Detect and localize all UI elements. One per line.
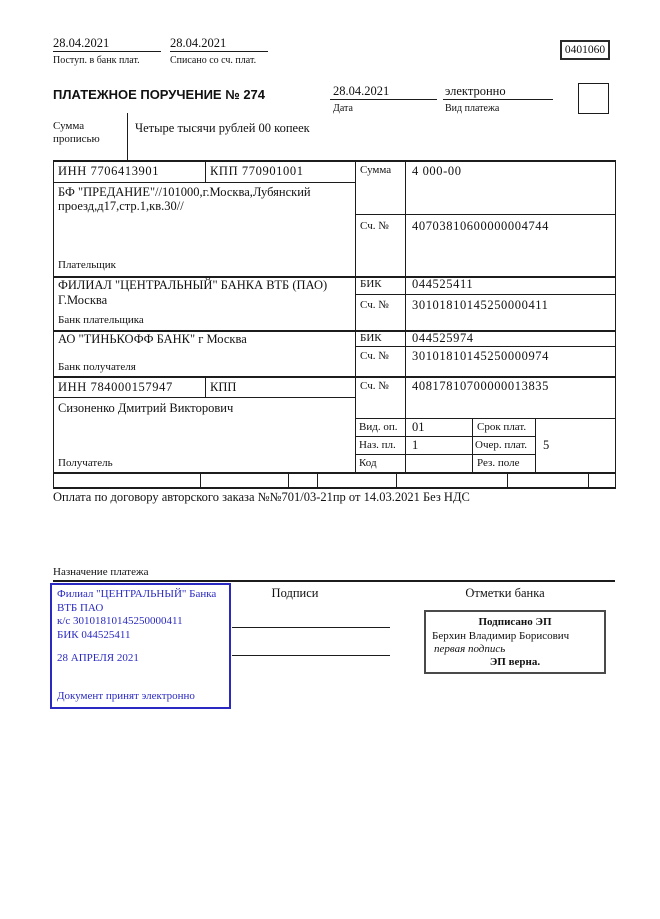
ep-signer-name: Берхин Владимир Борисович [432,630,570,642]
table-border [355,294,616,295]
table-border [205,160,206,182]
op-type-label: Вид. оп. [359,421,398,433]
payment-type-value: электронно [445,84,506,98]
divider-line [330,99,437,100]
reserve-field-label: Рез. поле [477,457,520,469]
payee-bank-label: Банк получателя [58,361,136,373]
payment-purpose-label: Назначение платежа [53,566,149,578]
table-border [355,160,356,472]
debited-from-account-date: 28.04.2021 [170,36,227,50]
priority-label: Очер. плат. [475,439,528,451]
payee-account: 40817810700000013835 [412,379,549,393]
ep-verdict: ЭП верна. [489,656,541,668]
table-border [472,418,473,472]
payer-label: Плательщик [58,259,116,271]
table-border [53,487,616,489]
purpose-code-label: Наз. пл. [359,439,396,451]
divider-line [127,113,128,160]
payee-label: Получатель [58,457,113,469]
table-border [53,397,355,398]
received-in-bank-label: Поступ. в банк плат. [53,55,140,66]
payee-bank-bik-label: БИК [360,332,382,344]
payer-bank-city: Г.Москва [58,293,108,307]
payee-kpp: КПП [210,380,237,394]
divider-line [443,99,553,100]
payer-bank-account-label: Сч. № [360,299,389,311]
bank-stamp-date: 28 АПРЕЛЯ 2021 [57,652,139,664]
payee-bank-name: АО "ТИНЬКОФФ БАНК" г Москва [58,332,247,346]
payer-bank-name: ФИЛИАЛ "ЦЕНТРАЛЬНЫЙ" БАНКА ВТБ (ПАО) [58,278,328,292]
page-title: ПЛАТЕЖНОЕ ПОРУЧЕНИЕ № 274 [53,87,266,102]
bank-stamp-footer: Документ принят электронно [57,689,195,702]
payee-name: Сизоненко Дмитрий Викторович [58,401,234,415]
signature-line-2 [232,655,390,656]
bank-marks-label: Отметки банка [465,586,545,600]
signature-line-1 [232,627,390,628]
table-border [288,474,289,487]
payee-account-label: Сч. № [360,380,389,392]
payment-type-label: Вид платежа [445,103,500,114]
ep-note: первая подпись [434,643,506,655]
form-code-box: 0401060 [560,40,610,60]
table-border [53,182,355,183]
due-date-label: Срок плат. [477,421,527,433]
table-border [317,474,318,487]
signatures-label: Подписи [271,586,319,600]
divider-line [53,580,615,582]
bank-stamp-line: ВТБ ПАО [57,601,104,614]
table-border [615,160,616,489]
payer-account: 40703810600000004744 [412,219,549,233]
table-border [53,160,616,162]
table-border [535,418,536,472]
payee-bank-bik: 044525974 [412,331,474,345]
amount-value: 4 000-00 [412,164,462,178]
received-in-bank-date: 28.04.2021 [53,36,110,50]
bank-stamp [50,583,231,709]
table-border [205,376,206,397]
document-date: 28.04.2021 [333,84,390,98]
op-type-value: 01 [412,420,425,434]
payee-bank-account-label: Сч. № [360,350,389,362]
table-border [355,418,616,419]
debited-from-account-label: Списано со сч. плат. [170,55,257,66]
payer-bank-bik: 044525411 [412,277,474,291]
payment-purpose-text: Оплата по договору авторского заказа №№701/03-21пр от 14.03.2021 Без НДС [53,490,470,504]
table-border [53,376,616,378]
table-border [507,474,508,487]
table-border [53,160,54,489]
payee-bank-account: 30101810145250000974 [412,349,549,363]
payer-kpp: КПП 770901001 [210,164,304,178]
payer-bank-label: Банк плательщика [58,314,144,326]
table-border [200,474,201,487]
divider-line [170,51,268,52]
priority-value: 5 [543,438,550,452]
electronic-signature-stamp [424,610,606,674]
payment-kind-box [578,83,609,114]
table-border [396,474,397,487]
payee-inn: ИНН 784000157947 [58,380,173,394]
amount-in-words-value: Четыре тысячи рублей 00 копеек [135,121,310,135]
table-border [405,160,406,472]
payer-name: БФ "ПРЕДАНИЕ"//101000,г.Москва,Лубянский проезд,д17,стр.1,кв.30// [58,185,311,213]
amount-in-words-label: Сумма прописью [53,120,100,145]
table-border [355,346,616,347]
purpose-code-value: 1 [412,438,419,452]
ep-title: Подписано ЭП [478,616,552,628]
table-border [53,472,616,474]
bank-stamp-line: к/с 30101810145250000411 [57,615,183,627]
code-label: Код [359,457,377,469]
divider-line [53,51,161,52]
table-border [588,474,589,487]
payer-bank-account: 30101810145250000411 [412,298,549,312]
date-label: Дата [333,103,353,114]
payer-account-label: Сч. № [360,220,389,232]
payer-inn: ИНН 7706413901 [58,164,160,178]
payer-bank-bik-label: БИК [360,278,382,290]
amount-label: Сумма [360,164,392,176]
table-border [355,214,616,215]
bank-stamp-line: Филиал "ЦЕНТРАЛЬНЫЙ" Банка [57,588,217,600]
table-border [355,454,535,455]
bank-stamp-line: БИК 044525411 [57,628,131,641]
table-border [355,436,535,437]
